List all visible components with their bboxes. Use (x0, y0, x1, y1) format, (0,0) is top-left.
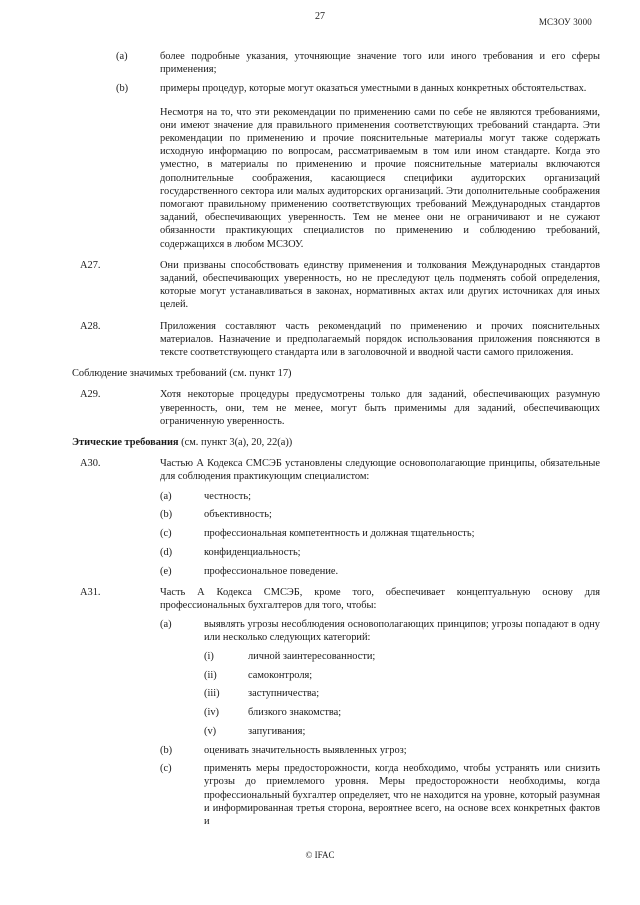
list-item (160, 546, 600, 559)
list-item-label: (a) (116, 51, 128, 62)
list-item-text: личной заинтересованности; (248, 651, 376, 663)
section-heading-bold: Этические требования (72, 437, 179, 449)
list-item-label: (e) (160, 565, 172, 577)
paragraph-a28 (80, 320, 600, 360)
list-item (160, 744, 600, 757)
list-item (160, 490, 600, 503)
paragraph-text: Частью А Кодекса СМСЭБ установлены следующие основополагающие принципы, обязательные для соблюдения практикующим специалистом: (160, 458, 600, 483)
list-item (204, 725, 600, 738)
framework-list-continued (160, 744, 600, 829)
list-item-label: (a) (160, 490, 172, 502)
list-item-text: запугивания; (248, 725, 306, 737)
list-item-text: честность; (204, 490, 252, 502)
section-heading-reference: (см. пункт 3(а), 20, 22(а)) (178, 437, 293, 449)
list-item-text: применять меры предосторожности, когда необходимо, чтобы устранять или снизить угрозы до приемлемого уровня. Меры предосторожности необходимы, когда профессиональный бухгалтер определяет, что не находится на уровне, который разумная и информированная третья сторона, вероятнее всего, на основе всех конкретных фактов и (204, 763, 600, 828)
list-item (204, 687, 600, 700)
paragraph-label: A31. (80, 586, 101, 598)
list-item (204, 650, 600, 663)
list-item-text: примеры процедур, которые могут оказаться уместными в данных конкретных обстоятельствах. (160, 83, 587, 95)
list-item (160, 565, 600, 578)
list-item-text: заступничества; (248, 688, 320, 700)
list-item-label: (b) (116, 83, 129, 95)
list-item-text: объективность; (204, 509, 272, 521)
body-paragraph: Несмотря на то, что эти рекомендации по применению сами по себе не являются требованиями, они имеют значение для правильного применения соответствующих требований стандарта. Эти рекомендации по применению и прочие пояснительные материалы могут также содержать исходную информацию по вопросам, рассматриваемым в том или ином стандарте. Когда это уместно, в материалы по применению и прочие пояснительные материалы включаются дополнительные соображения, касающиеся специфики аудиторских организаций государственного сектора или малых аудиторских организаций. Эти дополнительные соображения помогают правильному применению соответствующих требований Международных стандартов заданий, обеспечивающих уверенность. Тем не менее они не ограничивают и не сужают обязанности практикующих специалистов по применению и соблюдению требований, содержащихся в любом МСЗОУ. (160, 106, 600, 250)
list-item-text: выявлять угрозы несоблюдения основополагающих принципов; угрозы попадают в одну или несколько следующих категорий: (204, 619, 600, 644)
list-item-label: (v) (204, 725, 217, 737)
list-item-label: (b) (160, 744, 173, 756)
list-item (160, 508, 600, 521)
principles-list (160, 490, 600, 578)
framework-list (160, 618, 600, 644)
list-item-label: (i) (204, 651, 214, 663)
list-item (116, 82, 600, 95)
paragraph-label: A27. (80, 259, 101, 271)
paragraph-label: A28. (80, 320, 101, 332)
list-item (160, 618, 600, 644)
paragraph-text: Хотя некоторые процедуры предусмотрены только для заданий, обеспечивающих разумную уверенность, они, тем не менее, могут быть применимы для заданий, обеспечивающих ограниченную уверенность. (160, 389, 600, 427)
paragraph-label: A29. (80, 389, 101, 401)
section-heading (72, 436, 600, 449)
paragraph-a31 (80, 586, 600, 612)
paragraph-a27 (80, 259, 600, 312)
list-item-label: (iv) (204, 707, 220, 719)
list-item-text: конфиденциальность; (204, 546, 301, 558)
document-code: МСЗОУ 3000 (538, 17, 592, 27)
list-item-text: самоконтроля; (248, 669, 313, 681)
list-item-text: профессиональное поведение. (204, 565, 339, 577)
list-item-text: профессиональная компетентность и должная тщательность; (204, 528, 475, 540)
copyright-footer: © IFAC (305, 850, 335, 860)
list-item (160, 527, 600, 540)
list-item-label: (iii) (204, 688, 220, 700)
page-number: 27 (315, 11, 325, 22)
paragraph-text: Часть А Кодекса СМСЭБ, кроме того, обеспечивает концептуальную основу для профессиональных бухгалтеров для того, чтобы: (160, 586, 600, 611)
threats-list (204, 650, 600, 738)
paragraph-text: Они призваны способствовать единству применения и толкования Международных стандартов заданий, обеспечивающих уверенность, но не преследуют цель подменять собой определения, которые могут устанавливаться в законах, нормативных актах или других источниках для иных целей. (160, 259, 600, 311)
section-heading: Соблюдение значимых требований (см. пункт 17) (72, 368, 292, 380)
list-item-label: (b) (160, 509, 173, 521)
list-item-label: (a) (160, 619, 172, 631)
list-item-text: оценивать значительность выявленных угроз; (204, 744, 407, 756)
list-item-text: более подробные указания, уточняющие значение того или иного требования и его сферы применения; (160, 51, 600, 76)
paragraph-label: A30. (80, 458, 101, 470)
page-content (72, 50, 600, 834)
list-item-label: (c) (160, 528, 172, 540)
list-item-label: (d) (160, 546, 173, 558)
list-item-label: (ii) (204, 669, 217, 681)
list-item (116, 50, 600, 76)
list-item (204, 706, 600, 719)
paragraph-a30 (80, 457, 600, 483)
list-item-label: (c) (160, 763, 172, 775)
list-item (204, 669, 600, 682)
list-item-text: близкого знакомства; (248, 707, 342, 719)
paragraph-text: Приложения составляют часть рекомендаций по применению и прочих пояснительных материалов. Назначение и предполагаемый порядок использования приложения поясняются в тексте соответствующего стандарта или в заголовочной и вводной части самого приложения. (160, 320, 600, 359)
list-item (160, 762, 600, 828)
paragraph-a29 (80, 388, 600, 428)
